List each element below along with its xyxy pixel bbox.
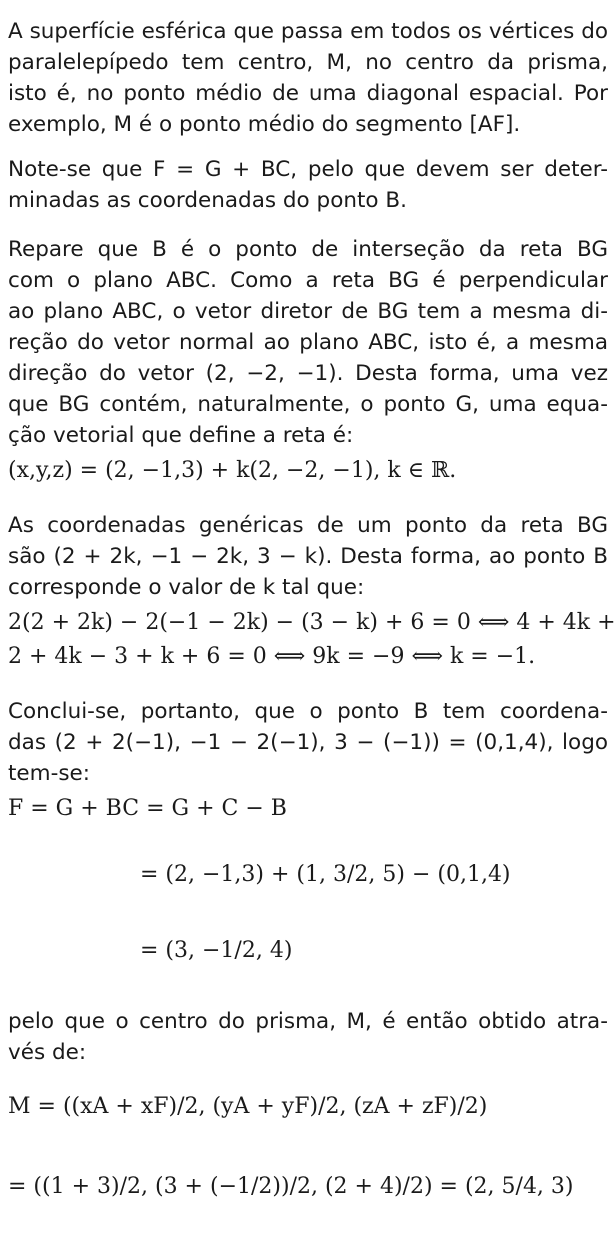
vector-equation: (x,y,z) = (2, −1,3) + k(2, −2, −1), k ∈ ℝ. <box>8 458 457 483</box>
f-equation-line-1: F = G + BC = G + C − B <box>8 796 287 821</box>
text-line: Repare que B é o ponto de interseção da reta BG <box>8 237 608 262</box>
f-equation-line-3: = (3, −1/2, 4) <box>140 938 293 963</box>
text-line: minadas as coordenadas do ponto B. <box>8 188 407 213</box>
paragraph-line-bg <box>8 234 608 451</box>
paragraph-point-b <box>8 696 608 789</box>
text-line: ção vetorial que define a reta é: <box>8 423 354 448</box>
paragraph-generic-point <box>8 510 608 603</box>
text-line: corresponde o valor de k tal que: <box>8 575 365 600</box>
equation-line: 2 + 4k − 3 + k + 6 = 0 ⟺ 9k = −9 ⟺ k = −1. <box>8 644 536 669</box>
text-line: com o plano ABC. Como a reta BG é perpendicular <box>8 268 608 293</box>
text-line: pelo que o centro do prisma, M, é então obtido atra- <box>8 1009 608 1034</box>
text-line: Conclui-se, portanto, que o ponto B tem coordena- <box>8 699 608 724</box>
text-line: isto é, no ponto médio de uma diagonal espacial. Por <box>8 81 608 106</box>
text-line: vés de: <box>8 1040 87 1065</box>
paragraph-sphere-center <box>8 16 608 140</box>
paragraph-center-m <box>8 1006 608 1068</box>
text-line: As coordenadas genéricas de um ponto da reta BG <box>8 513 608 538</box>
text-line: são (2 + 2k, −1 − 2k, 3 − k). Desta forma, ao ponto B <box>8 544 608 569</box>
text-line: que BG contém, naturalmente, o ponto G, uma equa- <box>8 392 608 417</box>
text-line: paralelepípedo tem centro, M, no centro da prisma, <box>8 50 608 75</box>
paragraph-note-f <box>8 154 608 216</box>
text-line: direção do vetor (2, −2, −1). Desta forma, uma vez <box>8 361 608 386</box>
f-equation-line-2: = (2, −1,3) + (1, 3/2, 5) − (0,1,4) <box>140 862 511 887</box>
text-line: reção do vetor normal ao plano ABC, isto é, a mesma <box>8 330 608 355</box>
text-line: tem-se: <box>8 761 91 786</box>
m-equation-line-1: M = ((xA + xF)/2, (yA + yF)/2, (zA + zF)/2) <box>8 1094 488 1119</box>
text-line: exemplo, M é o ponto médio do segmento [AF]. <box>8 112 521 137</box>
text-line: A superfície esférica que passa em todos os vértices do <box>8 19 608 44</box>
text-line: Note-se que F = G + BC, pelo que devem ser deter- <box>8 157 608 182</box>
solve-k-equation <box>8 610 616 678</box>
m-equation-line-2: = ((1 + 3)/2, (3 + (−1/2))/2, (2 + 4)/2) = (2, 5/4, 3) <box>8 1174 574 1199</box>
text-line: das (2 + 2(−1), −1 − 2(−1), 3 − (−1)) = (0,1,4), logo <box>8 730 608 755</box>
text-line: ao plano ABC, o vetor diretor de BG tem a mesma di- <box>8 299 608 324</box>
equation-line: 2(2 + 2k) − 2(−1 − 2k) − (3 − k) + 6 = 0 ⟺ 4 + 4k + <box>8 610 616 635</box>
